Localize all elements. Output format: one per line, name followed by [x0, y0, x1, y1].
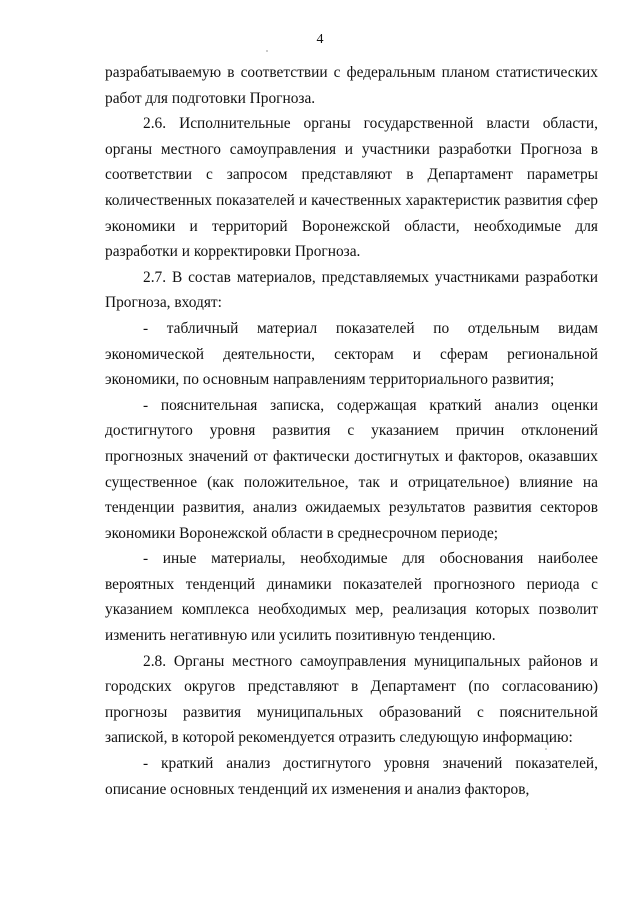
list-item-explanatory-note: - пояснительная записка, содержащая краткий анализ оценки достигнутого уровня развития с указанием причин отклонений прогнозных значений от фактически достигнутых и факторов, оказавших существенное (как положительное, так и отрицательное) влияние на тенденции развития, анализ ожидаемых результатов развития секторов экономики Воронежской области в среднесрочном периоде; [105, 396, 598, 542]
page-number: 4 [316, 32, 324, 47]
paragraph-2-7: 2.7. В состав материалов, представляемых участниками разработки Прогноза, входят: [105, 268, 598, 312]
scan-speck [266, 50, 268, 52]
list-item-other-materials: - иные материалы, необходимые для обоснования наиболее вероятных тенденций динамики показателей прогнозного периода с указанием комплекса необходимых мер, реализация которых позволит изменить негативную или усилить позитивную тенденцию. [105, 550, 598, 645]
scan-speck [545, 748, 547, 750]
list-item-tabular-material: - табличный материал показателей по отдельным видам экономической деятельности, секторам и сферам региональной экономики, по основным направлениям территориального развития; [105, 319, 598, 389]
list-item-brief-analysis: - краткий анализ достигнутого уровня значений показателей, описание основных тенденций их изменения и анализ факторов, [105, 755, 598, 798]
document-body [105, 60, 598, 802]
paragraph-2-6: 2.6. Исполнительные органы государственной власти области, органы местного самоуправления и участники разработки Прогноза в соответствии с запросом представляют в Департамент параметры количественных показателей и качественных характеристик развития сфер экономики и территорий Воронежской области, необходимые для разработки и корректировки Прогноза. [105, 115, 598, 261]
paragraph-2-8: 2.8. Органы местного самоуправления муниципальных районов и городских округов представляют в Департамент (по согласованию) прогнозы развития муниципальных образований с пояснительной запиской, в которой рекомендуется отразить следующую информацию: [105, 652, 598, 747]
paragraph-continuation: разрабатываемую в соответствии с федеральным планом статистических работ для подготовки Прогноза. [105, 64, 598, 107]
